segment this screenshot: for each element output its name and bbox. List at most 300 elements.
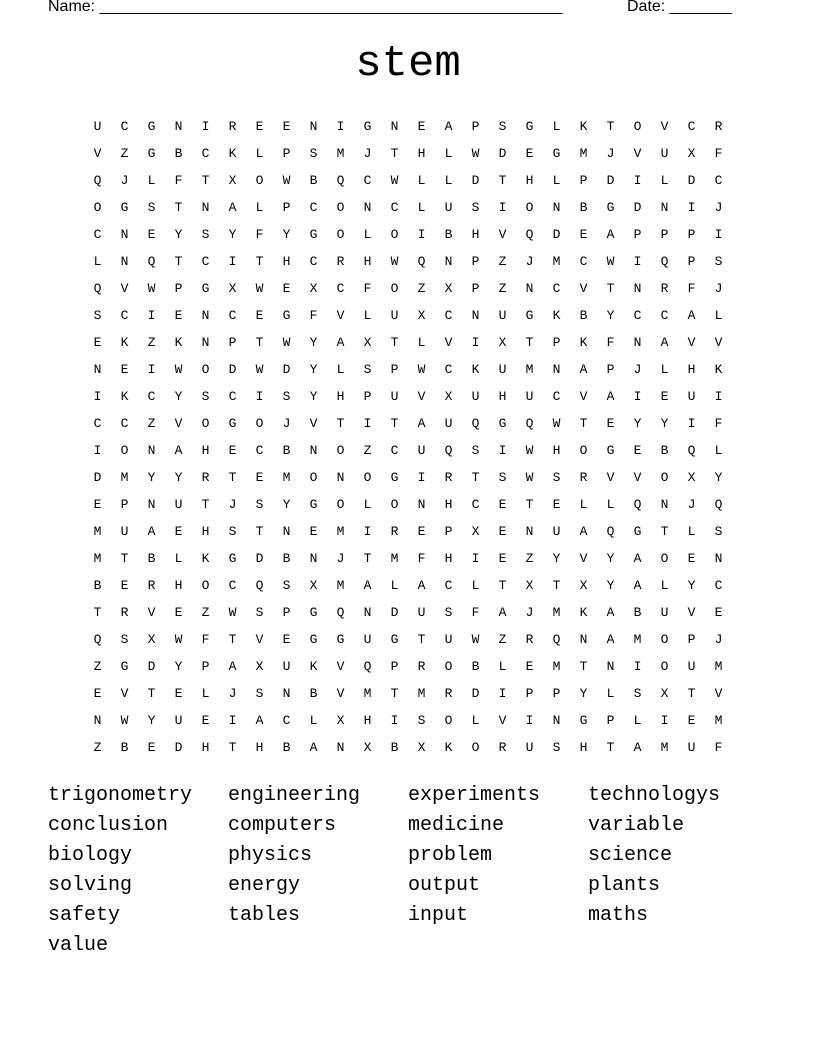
grid-letter: Z: [147, 416, 156, 431]
grid-letter: L: [417, 335, 426, 350]
grid-letter: E: [93, 497, 102, 512]
grid-letter: X: [687, 470, 696, 485]
grid-letter: L: [93, 254, 102, 269]
grid-letter: O: [255, 173, 264, 188]
grid-letter: R: [444, 686, 453, 701]
grid-letter: F: [255, 227, 264, 242]
grid-letter: W: [390, 254, 399, 269]
grid-letter: B: [282, 740, 291, 755]
grid-letter: U: [444, 416, 453, 431]
grid-letter: B: [471, 659, 480, 674]
grid-letter: E: [120, 578, 129, 593]
grid-letter: Z: [93, 740, 102, 755]
grid-letter: I: [714, 389, 723, 404]
word-list-item: safety: [48, 904, 121, 927]
grid-letter: E: [147, 740, 156, 755]
grid-letter: Y: [147, 713, 156, 728]
grid-letter: R: [201, 470, 210, 485]
grid-letter: T: [174, 200, 183, 215]
grid-letter: C: [687, 119, 696, 134]
grid-row: [84, 167, 732, 194]
grid-letter: N: [633, 335, 642, 350]
grid-letter: H: [363, 713, 372, 728]
grid-letter: H: [417, 146, 426, 161]
grid-letter: X: [525, 578, 534, 593]
grid-letter: E: [93, 335, 102, 350]
grid-letter: U: [498, 308, 507, 323]
grid-letter: D: [174, 740, 183, 755]
grid-letter: Z: [498, 254, 507, 269]
grid-letter: B: [579, 200, 588, 215]
grid-letter: H: [174, 578, 183, 593]
grid-letter: N: [309, 119, 318, 134]
grid-letter: D: [687, 173, 696, 188]
grid-letter: S: [309, 146, 318, 161]
grid-letter: V: [606, 470, 615, 485]
grid-letter: A: [228, 200, 237, 215]
grid-row: [84, 464, 732, 491]
grid-letter: Y: [606, 551, 615, 566]
grid-letter: P: [174, 281, 183, 296]
grid-letter: U: [660, 146, 669, 161]
grid-letter: M: [552, 254, 561, 269]
grid-letter: U: [687, 389, 696, 404]
grid-letter: L: [390, 578, 399, 593]
grid-letter: D: [93, 470, 102, 485]
grid-letter: E: [660, 389, 669, 404]
grid-letter: N: [633, 281, 642, 296]
grid-letter: U: [444, 632, 453, 647]
grid-letter: T: [390, 686, 399, 701]
grid-letter: X: [336, 713, 345, 728]
grid-letter: E: [255, 119, 264, 134]
grid-letter: S: [363, 362, 372, 377]
grid-letter: L: [255, 146, 264, 161]
grid-letter: E: [174, 308, 183, 323]
grid-letter: N: [147, 443, 156, 458]
grid-letter: H: [282, 254, 291, 269]
word-list-item: physics: [228, 844, 313, 867]
grid-letter: Y: [579, 686, 588, 701]
grid-letter: M: [417, 686, 426, 701]
grid-letter: E: [498, 551, 507, 566]
grid-letter: M: [120, 470, 129, 485]
grid-letter: T: [201, 173, 210, 188]
grid-letter: T: [255, 524, 264, 539]
grid-letter: I: [363, 416, 372, 431]
grid-letter: I: [93, 389, 102, 404]
grid-letter: O: [336, 497, 345, 512]
grid-letter: C: [120, 119, 129, 134]
grid-letter: T: [606, 119, 615, 134]
word-list-item: conclusion: [48, 814, 169, 837]
grid-letter: G: [525, 308, 534, 323]
grid-letter: W: [552, 416, 561, 431]
grid-letter: Y: [174, 659, 183, 674]
word-list-item: experiments: [408, 784, 541, 807]
grid-letter: M: [633, 632, 642, 647]
grid-letter: X: [498, 335, 507, 350]
grid-letter: G: [525, 119, 534, 134]
grid-letter: O: [444, 659, 453, 674]
grid-letter: C: [228, 308, 237, 323]
grid-letter: S: [498, 470, 507, 485]
grid-letter: X: [579, 578, 588, 593]
grid-letter: G: [120, 200, 129, 215]
grid-letter: S: [552, 470, 561, 485]
grid-row: [84, 140, 732, 167]
grid-letter: Y: [714, 470, 723, 485]
grid-letter: B: [660, 443, 669, 458]
grid-letter: B: [282, 443, 291, 458]
grid-letter: D: [282, 362, 291, 377]
grid-letter: Q: [552, 632, 561, 647]
grid-letter: X: [228, 281, 237, 296]
grid-letter: O: [633, 119, 642, 134]
grid-letter: G: [552, 146, 561, 161]
grid-letter: S: [714, 254, 723, 269]
grid-letter: A: [498, 605, 507, 620]
grid-letter: N: [552, 362, 561, 377]
grid-letter: S: [417, 713, 426, 728]
grid-letter: Q: [93, 632, 102, 647]
grid-letter: H: [498, 389, 507, 404]
grid-letter: Q: [336, 605, 345, 620]
grid-letter: T: [579, 659, 588, 674]
grid-row: [84, 599, 732, 626]
grid-letter: S: [228, 524, 237, 539]
grid-letter: T: [255, 254, 264, 269]
grid-letter: B: [579, 308, 588, 323]
grid-letter: H: [336, 389, 345, 404]
letter-grid: [84, 113, 732, 761]
grid-letter: H: [444, 551, 453, 566]
word-list-item: variable: [588, 814, 685, 837]
grid-letter: L: [309, 713, 318, 728]
grid-letter: P: [687, 227, 696, 242]
word-list-item: plants: [588, 874, 661, 897]
grid-letter: L: [255, 200, 264, 215]
grid-letter: G: [309, 497, 318, 512]
grid-letter: O: [336, 200, 345, 215]
grid-letter: U: [687, 659, 696, 674]
grid-letter: C: [714, 173, 723, 188]
grid-letter: J: [228, 686, 237, 701]
grid-letter: G: [120, 659, 129, 674]
grid-letter: X: [444, 281, 453, 296]
grid-letter: T: [228, 470, 237, 485]
grid-letter: A: [363, 578, 372, 593]
grid-letter: D: [228, 362, 237, 377]
grid-letter: C: [336, 281, 345, 296]
grid-letter: T: [120, 551, 129, 566]
grid-letter: N: [525, 524, 534, 539]
grid-letter: O: [201, 578, 210, 593]
grid-letter: D: [471, 686, 480, 701]
grid-letter: U: [660, 605, 669, 620]
grid-letter: L: [552, 119, 561, 134]
grid-letter: I: [525, 713, 534, 728]
grid-letter: I: [687, 200, 696, 215]
grid-letter: M: [525, 362, 534, 377]
grid-letter: X: [417, 740, 426, 755]
grid-letter: O: [201, 416, 210, 431]
grid-letter: G: [228, 416, 237, 431]
grid-letter: B: [444, 227, 453, 242]
grid-letter: P: [579, 173, 588, 188]
grid-letter: C: [228, 578, 237, 593]
grid-letter: H: [201, 443, 210, 458]
grid-letter: A: [255, 713, 264, 728]
grid-letter: E: [228, 443, 237, 458]
grid-letter: B: [120, 740, 129, 755]
grid-letter: O: [93, 200, 102, 215]
grid-letter: H: [525, 173, 534, 188]
grid-letter: N: [120, 227, 129, 242]
grid-letter: N: [660, 497, 669, 512]
grid-letter: M: [282, 470, 291, 485]
grid-letter: Z: [498, 632, 507, 647]
grid-letter: N: [606, 659, 615, 674]
grid-letter: A: [606, 389, 615, 404]
grid-letter: D: [390, 605, 399, 620]
grid-letter: T: [498, 173, 507, 188]
grid-letter: W: [255, 281, 264, 296]
grid-letter: Z: [498, 281, 507, 296]
grid-letter: S: [255, 497, 264, 512]
grid-letter: N: [309, 443, 318, 458]
grid-letter: U: [93, 119, 102, 134]
word-list-item: energy: [228, 874, 301, 897]
grid-letter: E: [525, 146, 534, 161]
grid-letter: X: [228, 173, 237, 188]
grid-letter: Y: [147, 470, 156, 485]
grid-letter: I: [471, 551, 480, 566]
grid-letter: A: [228, 659, 237, 674]
grid-letter: J: [363, 146, 372, 161]
grid-letter: T: [201, 497, 210, 512]
grid-letter: W: [282, 173, 291, 188]
grid-letter: J: [336, 551, 345, 566]
grid-letter: I: [147, 308, 156, 323]
grid-letter: Y: [660, 416, 669, 431]
grid-letter: R: [498, 740, 507, 755]
grid-letter: V: [120, 281, 129, 296]
grid-letter: N: [309, 551, 318, 566]
grid-letter: U: [444, 200, 453, 215]
grid-letter: J: [714, 200, 723, 215]
grid-letter: T: [525, 497, 534, 512]
grid-letter: E: [174, 686, 183, 701]
grid-letter: C: [363, 173, 372, 188]
grid-letter: G: [390, 632, 399, 647]
grid-letter: I: [633, 659, 642, 674]
word-list-item: engineering: [228, 784, 361, 807]
grid-row: [84, 491, 732, 518]
grid-letter: L: [579, 497, 588, 512]
grid-letter: C: [552, 281, 561, 296]
grid-letter: O: [336, 443, 345, 458]
grid-letter: K: [714, 362, 723, 377]
grid-letter: S: [471, 200, 480, 215]
grid-letter: K: [579, 605, 588, 620]
grid-letter: I: [147, 362, 156, 377]
page-title: stem: [355, 39, 461, 89]
grid-letter: V: [336, 308, 345, 323]
grid-letter: T: [687, 686, 696, 701]
grid-letter: U: [390, 389, 399, 404]
grid-letter: E: [174, 524, 183, 539]
grid-letter: P: [471, 119, 480, 134]
grid-letter: C: [93, 227, 102, 242]
grid-letter: H: [255, 740, 264, 755]
grid-letter: P: [633, 227, 642, 242]
grid-letter: C: [120, 308, 129, 323]
grid-letter: G: [363, 119, 372, 134]
grid-letter: T: [390, 416, 399, 431]
grid-letter: E: [282, 632, 291, 647]
grid-letter: V: [687, 335, 696, 350]
grid-letter: L: [660, 578, 669, 593]
grid-letter: C: [282, 713, 291, 728]
grid-letter: A: [633, 578, 642, 593]
word-list-item: tables: [228, 904, 301, 927]
grid-letter: Q: [525, 227, 534, 242]
grid-letter: N: [201, 308, 210, 323]
grid-letter: B: [309, 173, 318, 188]
grid-letter: P: [471, 281, 480, 296]
grid-letter: N: [336, 740, 345, 755]
grid-letter: C: [201, 146, 210, 161]
grid-letter: N: [471, 308, 480, 323]
grid-letter: L: [660, 362, 669, 377]
grid-letter: X: [363, 335, 372, 350]
grid-letter: O: [390, 227, 399, 242]
grid-letter: Y: [309, 362, 318, 377]
grid-letter: E: [498, 524, 507, 539]
grid-letter: T: [552, 578, 561, 593]
grid-letter: N: [579, 632, 588, 647]
grid-letter: A: [633, 551, 642, 566]
word-list: [48, 783, 768, 963]
grid-row: [84, 410, 732, 437]
grid-letter: E: [255, 470, 264, 485]
grid-letter: G: [309, 632, 318, 647]
grid-letter: O: [255, 416, 264, 431]
grid-row: [84, 356, 732, 383]
grid-letter: P: [687, 632, 696, 647]
grid-letter: S: [120, 632, 129, 647]
grid-letter: Z: [417, 281, 426, 296]
grid-letter: U: [471, 389, 480, 404]
grid-letter: P: [282, 146, 291, 161]
grid-letter: N: [363, 200, 372, 215]
grid-letter: L: [606, 497, 615, 512]
grid-letter: K: [552, 308, 561, 323]
grid-letter: I: [498, 200, 507, 215]
grid-letter: F: [714, 416, 723, 431]
grid-row: [84, 680, 732, 707]
grid-letter: E: [417, 119, 426, 134]
grid-letter: X: [417, 308, 426, 323]
grid-letter: K: [309, 659, 318, 674]
grid-letter: F: [174, 173, 183, 188]
grid-letter: I: [633, 173, 642, 188]
grid-letter: G: [282, 308, 291, 323]
grid-letter: Q: [363, 659, 372, 674]
grid-row: [84, 383, 732, 410]
grid-letter: E: [687, 551, 696, 566]
grid-row: [84, 248, 732, 275]
grid-letter: N: [417, 497, 426, 512]
grid-letter: R: [336, 254, 345, 269]
grid-letter: R: [120, 605, 129, 620]
grid-letter: E: [498, 497, 507, 512]
grid-letter: P: [390, 659, 399, 674]
grid-letter: R: [525, 632, 534, 647]
grid-letter: C: [633, 308, 642, 323]
grid-letter: G: [309, 227, 318, 242]
grid-letter: T: [228, 740, 237, 755]
grid-letter: V: [687, 605, 696, 620]
grid-letter: H: [579, 740, 588, 755]
grid-letter: Y: [174, 470, 183, 485]
grid-letter: A: [417, 416, 426, 431]
grid-letter: I: [471, 335, 480, 350]
grid-letter: N: [525, 281, 534, 296]
grid-letter: R: [228, 119, 237, 134]
grid-letter: V: [174, 416, 183, 431]
grid-letter: E: [282, 281, 291, 296]
grid-letter: R: [147, 578, 156, 593]
grid-letter: A: [660, 335, 669, 350]
grid-letter: E: [579, 227, 588, 242]
grid-letter: B: [282, 551, 291, 566]
grid-letter: L: [687, 524, 696, 539]
grid-letter: U: [174, 497, 183, 512]
grid-letter: N: [93, 362, 102, 377]
grid-letter: E: [201, 713, 210, 728]
grid-letter: Y: [687, 578, 696, 593]
grid-letter: F: [471, 605, 480, 620]
grid-letter: E: [525, 659, 534, 674]
grid-letter: V: [714, 686, 723, 701]
grid-letter: O: [201, 362, 210, 377]
grid-letter: A: [417, 578, 426, 593]
grid-letter: J: [282, 416, 291, 431]
grid-letter: X: [255, 659, 264, 674]
word-list-item: medicine: [408, 814, 505, 837]
grid-letter: Y: [309, 335, 318, 350]
grid-letter: F: [714, 740, 723, 755]
grid-letter: N: [552, 713, 561, 728]
grid-row: [84, 626, 732, 653]
grid-letter: P: [201, 659, 210, 674]
grid-row: [84, 329, 732, 356]
grid-letter: T: [606, 281, 615, 296]
grid-letter: N: [174, 119, 183, 134]
grid-letter: S: [255, 605, 264, 620]
grid-letter: B: [309, 686, 318, 701]
grid-row: [84, 734, 732, 761]
grid-letter: U: [417, 605, 426, 620]
grid-letter: M: [363, 686, 372, 701]
grid-letter: C: [255, 443, 264, 458]
grid-letter: M: [336, 578, 345, 593]
grid-letter: M: [336, 524, 345, 539]
grid-letter: E: [255, 308, 264, 323]
grid-letter: O: [336, 227, 345, 242]
